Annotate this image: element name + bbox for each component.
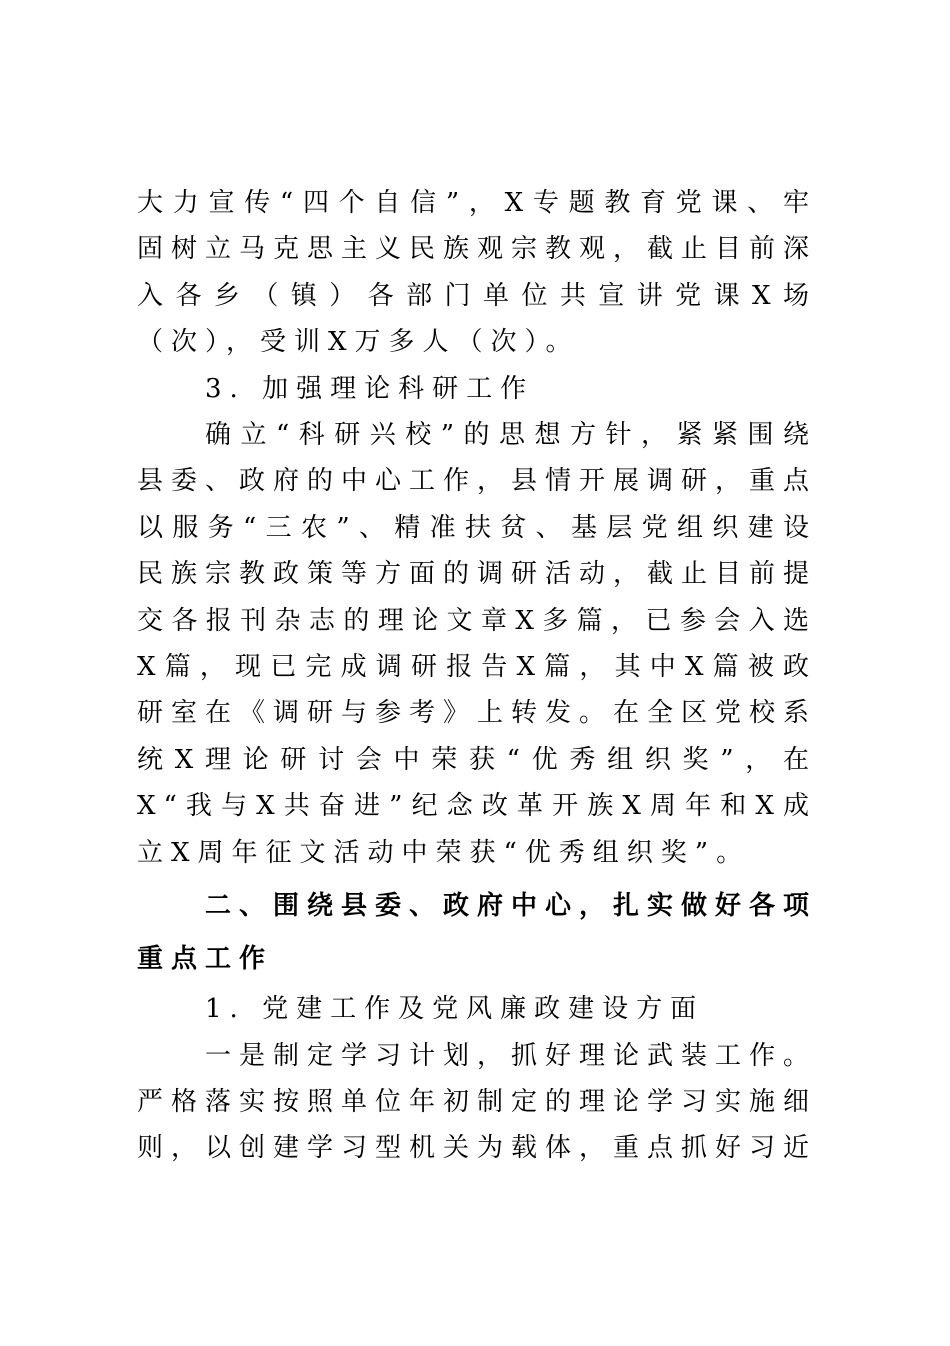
paragraph-research: 确立“科研兴校”的思想方针，紧紧围绕县委、政府的中心工作，县情开展调研，重点以服务“三农”、精准扶贫、基层党组织建设民族宗教政策等方面的调研活动，截止目前提交各报刊杂志的理论文章X多篇，已参会入选X篇，现已完成调研报告X篇，其中X篇被政研室在《调研与参考》上转发。在全区党校系统X理论研讨会中荣获“优秀组织奖”，在X“我与X共奋进”纪念改革开族X周年和X成立X周年征文活动中荣获“优秀组织奖”。 [137,420,818,868]
document-body [137,180,817,1172]
paragraph-continuation: 大力宣传“四个自信”，X专题教育党课、牢固树立马克思主义民族观宗教观，截止目前深入各乡（镇）各部门单位共宣讲党课X场（次），受训X万多人（次）。 [137,188,818,358]
sub-heading-research: 3. 加强理论科研工作 [205,373,535,404]
paragraph-study-plan: 一是制定学习计划，抓好理论武装工作。严格落实按照单位年初制定的理论学习实施细则，以创建学习型机关为载体，重点抓好习近 [137,1040,818,1164]
section-heading-two: 二、围绕县委、政府中心，扎实做好各项重点工作 [137,891,818,975]
sub-heading-party-building: 1. 党建工作及党风廉政建设方面 [205,994,705,1025]
